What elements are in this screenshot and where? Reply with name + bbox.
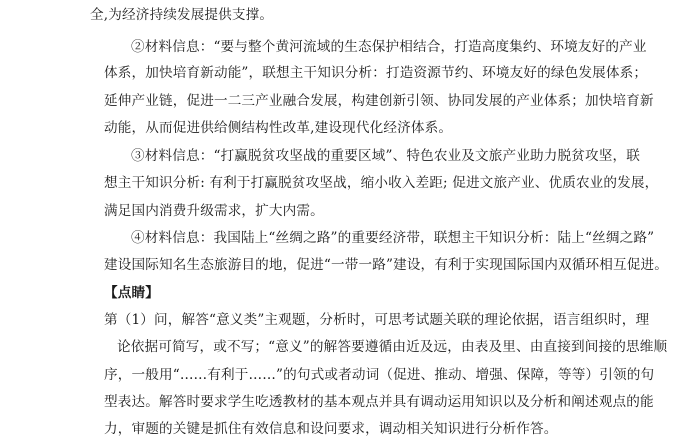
text-line: 全,为经济持续发展提供支撑。 (90, 7, 274, 23)
text-line: 论依据可简写，或不写；“意义”的解答要遵循由近及远，由表及里、由直接到间接的思维顺 (117, 339, 668, 355)
text-line: 第（1）问，解答“意义类”主观题，分析时，可思考试题关联的理论依据，语言组织时，理 (104, 312, 650, 328)
text-line: 力，审题的关键是抓住有效信息和设问要求，调动相关知识进行分析作答。 (104, 421, 558, 437)
text-line: 型表达。解答时要求学生吃透教材的基本观点并具有调动运用知识以及分析和阐述观点的能 (104, 394, 654, 410)
text-line: ④材料信息：我国陆上“丝绸之路”的重要经济带，联想主干知识分析：陆上“丝绸之路” (131, 230, 655, 246)
text-line: 延伸产业链，促进一二三产业融合发展，构建创新引领、协同发展的产业体系；加快培育新 (104, 93, 654, 109)
text-line: ②材料信息：“要与整个黄河流域的生态保护相结合，打造高度集约、环境友好的产业 (131, 39, 647, 55)
text-line: 满足国内消费升级需求，扩大内需。 (104, 203, 324, 219)
text-line: 体系，加快培育新动能”，联想主干知识分析：打造资源节约、环境友好的绿色发展体系； (104, 65, 648, 81)
text-line: 序，一般用“……有利于……”的句式或者动词（促进、推动、增强、保障，等等）引领的句 (104, 367, 655, 383)
text-line: ③材料信息：“打赢脱贫攻坚战的重要区域”、特色农业及文旅产业助力脱贫攻坚，联 (131, 148, 640, 164)
section-heading: 【点睛】 (104, 285, 159, 301)
text-line: 建设国际知名生态旅游目的地，促进“一带一路”建设，有利于实现国际国内双循环相互促进。 (104, 257, 668, 273)
text-line: 动能，从而促进供给侧结构性改革,建设现代化经济体系。 (104, 120, 453, 136)
text-line: 想主干知识分析: 有利于打赢脱贫攻坚战，缩小收入差距; 促进文旅产业、优质农业的发展， (104, 175, 659, 191)
